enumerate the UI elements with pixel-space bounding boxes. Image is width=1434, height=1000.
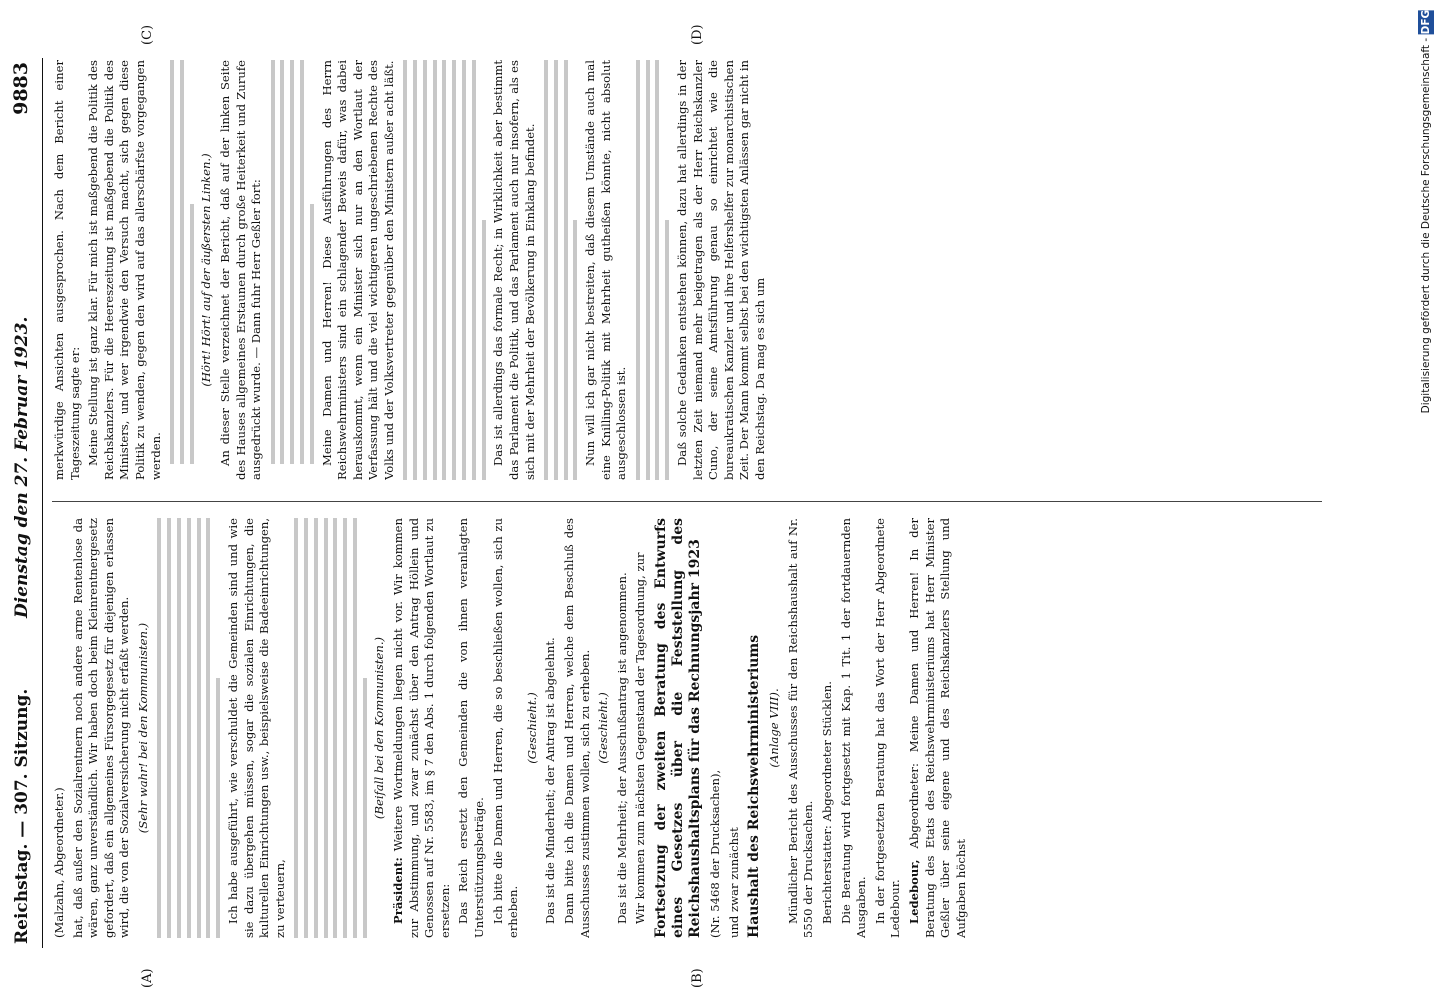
paragraph: Dann bitte ich die Damen und Herren, welche dem Beschluß des Ausschusses zustimmen wollen, sich zu erheben. [562, 518, 592, 938]
paragraph: Nun will ich gar nicht bestreiten, daß diesem Umstände auch mal eine Knilling-Politik mit Mehrheit gutheißen könnte, nicht absolut ausgeschlossen ist. [583, 60, 629, 480]
illegible-line [170, 60, 174, 464]
illegible-line [462, 60, 466, 480]
paragraph: Wir kommen zum nächsten Gegenstand der Tagesordnung, zur [633, 552, 648, 924]
illegible-line [271, 60, 275, 464]
illegible-line [333, 518, 337, 938]
paragraph: und zwar zunächst [726, 827, 741, 938]
paragraph [907, 518, 969, 938]
column-divider [52, 501, 1322, 502]
paragraph: Das ist allerdings das formale Recht; in Wirklichkeit aber bestimmt das Parlament die Politik, und das Parlament auch nur insofern, als es sich mit der Mehrheit der Bevölkerung in Einklang befindet. [491, 60, 537, 480]
speech-text: Weitere Wortmeldungen liegen nicht vor. Wir kommen zur Abstimmung, und zwar zunächst über den Antrag Höllein und Genossen auf Nr. 5583, im § 7 den Abs. 1 durch folgenden Wortlaut zu ersetzen: [391, 518, 452, 938]
illegible-line [310, 204, 314, 464]
left-column [52, 518, 1322, 938]
paragraph: Berichterstatter: Abgeordneter Stücklen. [819, 681, 834, 924]
paragraph: Mündlicher Bericht des Ausschusses für den Reichshaushalt auf Nr. 5550 der Drucksachen. [785, 518, 816, 938]
illegible-line [423, 60, 427, 480]
paragraph: Ich habe ausgeführt, wie verschuldet die Gemeinden sind und wie sie dazu übergehen müssen, sogar die sozialen Einrichtungen, die kulturellen Einrichtungen usw., beispielsweise die Badeeinrichtungen, zu verteuern, [225, 518, 287, 938]
illegible-line [187, 518, 191, 938]
paragraph: Die Beratung wird fortgesetzt mit Kap. 1 Tit. 1 der fortdauernden Ausgaben. [838, 518, 869, 938]
illegible-line [482, 220, 486, 480]
speech-text: Abgeordneter: Meine Damen und Herren! In der Beratung des Etats des Reichswehrministeriums hat Herr Minister Geßler über seine eigene und des Reichskanzlers Stellung und Aufgaben höchst [906, 518, 968, 938]
illegible-line [665, 220, 669, 480]
illegible-line [294, 518, 298, 938]
margin-letter-b: (B) [690, 968, 705, 988]
illegible-line [167, 518, 171, 938]
paragraph: Das ist die Minderheit; der Antrag ist abgelehnt. [543, 637, 558, 924]
paragraph: Das ist die Mehrheit; der Ausschußantrag ist angenommen. [614, 572, 629, 924]
margin-letter-a: (A) [140, 968, 155, 988]
illegible-line [554, 60, 558, 480]
interjection: (Geschieht.) [596, 692, 611, 764]
illegible-line [197, 518, 201, 938]
credit-text: Digitalisierung gefördert durch die Deutsche Forschungsgemeinschaft - DFG [1420, 10, 1432, 414]
illegible-line [304, 518, 308, 938]
quoted-text: Das Reich ersetzt den Gemeinden die von ihnen veranlagten Unterstützungsbeträge. [456, 518, 487, 938]
illegible-line [573, 220, 577, 480]
illegible-line [655, 60, 659, 480]
margin-letter-c: (C) [140, 24, 155, 45]
document-reference: (Nr. 5468 der Drucksachen), [707, 769, 722, 938]
running-head-left: Reichstag. — 307. Sitzung. [12, 688, 32, 944]
running-head-date: Dienstag den 27. Februar 1923. [12, 316, 32, 618]
interjection: (Geschieht.) [524, 692, 539, 764]
illegible-line [636, 60, 640, 480]
illegible-line [216, 678, 220, 938]
paragraph: hat, daß außer den Sozialrentnern noch andere arme Rentenlose da wären, ganz unverständlich. Wir haben doch beim Kleinrentnergesetz gefordert, daß ein allgemeines Fürsorgegesetz für diejenigen erlassen wird, die von der Sozialversicherung nicht erfaßt werden. [70, 518, 132, 938]
illegible-line [157, 518, 161, 938]
illegible-line [472, 60, 476, 480]
illegible-line [206, 518, 210, 938]
page-number: 9883 [10, 62, 32, 115]
paragraph [391, 518, 453, 938]
speaker-name: Präsident: [391, 857, 406, 924]
illegible-line [353, 518, 357, 938]
running-head [8, 58, 43, 948]
digitization-credit [1418, 10, 1432, 990]
paragraph: Daß solche Gedanken entstehen können, dazu hat allerdings in der letzten Zeit niemand mehr beigetragen als der Herr Reichskanzler Cuno, der seine Amtsführung genau so einrichtet wie die bureaukratischen Kanzler und ihre Helfershelfer zur monarchistischen Zeit. Der Mann kommt selbst bei den wichtigsten Anlässen gar nicht in den Reichstag. Da mag es sich um [674, 60, 767, 480]
illegible-line [177, 518, 181, 938]
speaker-reference: (Malzahn, Abgeordneter.) [52, 787, 66, 938]
illegible-line [442, 60, 446, 480]
illegible-line [280, 60, 284, 464]
illegible-line [433, 60, 437, 480]
interjection: (Sehr wahr! bei den Kommunisten.) [135, 622, 150, 834]
annex-reference: (Anlage VIII). [767, 688, 782, 768]
illegible-line [314, 518, 318, 938]
right-column [52, 60, 1322, 480]
illegible-line [363, 678, 367, 938]
paragraph: An dieser Stelle verzeichnet der Bericht, daß auf der linken Seite des Hauses allgemeines Erstaunen durch große Heiterkeit und Zurufe ausgedrückt wurde. — Dann fuhr Herr Geßler fort: [217, 60, 264, 480]
illegible-line [180, 60, 184, 464]
paragraph: Ich bitte die Damen und Herren, die so beschließen wollen, sich zu erheben. [490, 518, 521, 938]
illegible-line [343, 518, 347, 938]
interjection: (Hört! Hört! auf der äußersten Linken.) [199, 153, 214, 387]
paragraph: In der fortgesetzten Beratung hat das Wort der Herr Abgeordnete Ledebour. [872, 518, 903, 938]
illegible-line [646, 60, 650, 480]
quoted-text: Meine Stellung ist ganz klar. Für mich ist maßgebend die Politik des Reichskanzlers. Für die Heereszeitung ist maßgebend die Politik des Ministers, und wer irgendwie den Versuch macht, sich gegen diese Politik zu wenden, gegen den wird auf das allerschärfste vorgegangen werden. [86, 60, 163, 480]
illegible-line [452, 60, 456, 480]
margin-letter-d: (D) [690, 24, 705, 45]
interjection: (Beifall bei den Kommunisten.) [372, 636, 387, 820]
illegible-line [564, 60, 568, 480]
illegible-line [290, 60, 294, 464]
illegible-line [190, 204, 194, 464]
agenda-heading: Fortsetzung der zweiten Beratung des Entwurfs eines Gesetzes über die Feststellung des Reichshaushaltsplans für das Rechnungsjahr 1923 [652, 518, 703, 938]
speaker-name: Ledebour, [906, 859, 921, 924]
illegible-line [403, 60, 407, 480]
illegible-line [324, 518, 328, 938]
paragraph: Meine Damen und Herren! Diese Ausführungen des Herrn Reichswehrministers sind ein schlagender Beweis dafür, was dabei herauskommt, wenn ein Minister sich nur an den Wortlaut der Verfassung hält und die viel wichtigeren ungeschriebenen Rechte des Volks und der Volksvertreter gegenüber den Ministern außer acht läßt. [319, 60, 396, 480]
dfg-logo: DFG [1420, 10, 1432, 35]
illegible-line [544, 60, 548, 480]
paragraph: merkwürdige Ansichten ausgesprochen. Nach dem Bericht einer Tageszeitung sagte er: [52, 60, 82, 480]
illegible-line [413, 60, 417, 480]
budget-heading: Haushalt des Reichswehrministeriums [746, 634, 763, 938]
illegible-line [300, 60, 304, 464]
